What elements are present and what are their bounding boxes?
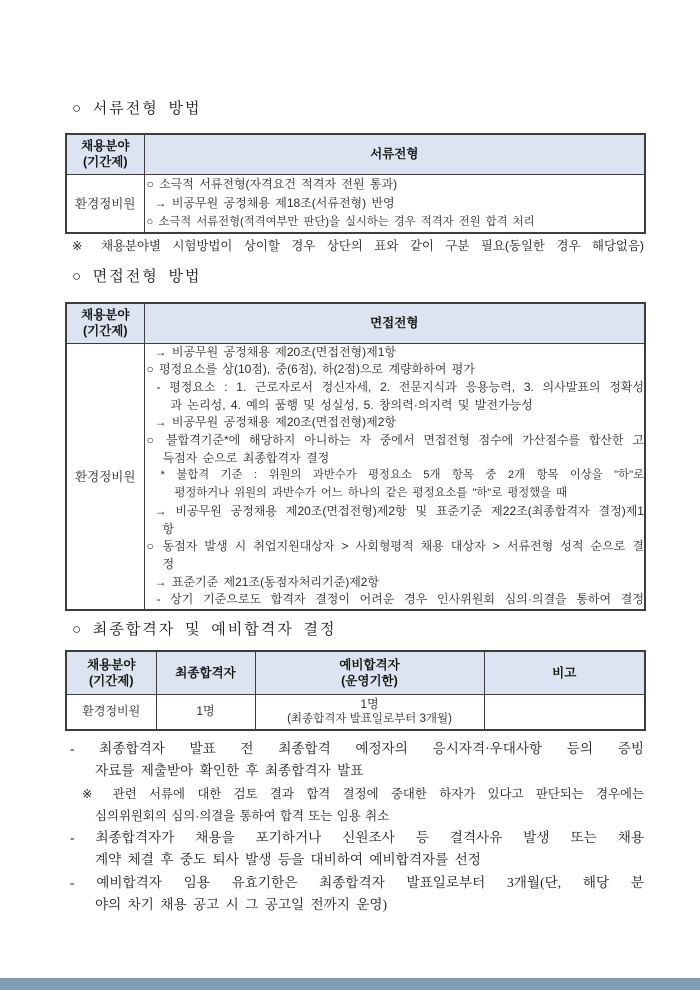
column-header-reserve-line1: 예비합격자 <box>339 658 400 672</box>
interview-line: ○ 동점자 발생 시 취업지원대상자 > 사회형평적 채용 대상자 > 서류전형 성적 순으로 결 <box>146 539 644 554</box>
interview-line: → 비공무원 공정채용 제20조(면접전형)제2항 <box>154 415 396 430</box>
interview-line: - 평정요소 : 1. 근로자로서 정신자세, 2. 전문지식과 응용능력, 3. 의사발표의 정확성 <box>156 379 644 394</box>
column-header-recruit-field-line1: 채용분야 <box>81 308 130 323</box>
interview-line: 득점자 순으로 최종합격자 결정 <box>162 450 330 465</box>
column-header-interview: 면접전형 <box>144 303 645 343</box>
column-header-screening: 서류전형 <box>144 134 645 174</box>
column-header-remark: 비고 <box>484 651 645 695</box>
column-header-reserve-pass <box>255 651 484 695</box>
bullet-note-line: ※ 관련 서류에 대한 검토 결과 합격 결정에 중대한 하자가 있다고 판단되는 경우에는 <box>82 786 644 801</box>
cell-reserve-pass <box>255 695 484 730</box>
interview-line: → 비공무원 공정채용 제20조(면접전형)제2항 및 표준기준 제22조(최종합격자 결정)제1 <box>154 503 644 518</box>
interview-footnote-line: * 불합격 기준 : 위원의 과반수가 평정요소 5개 항목 중 2개 항목 이상을 "하"로 <box>160 469 644 482</box>
interview-line: 항 <box>162 521 175 536</box>
bullet-line: - 예비합격자 임용 유효기한은 최종합격자 발표일로부터 3개월(단, 해당 분 <box>70 874 644 890</box>
final-pass-notes <box>70 738 644 916</box>
bullet-line: - 최종합격자 발표 전 최종합격 예정자의 응시자격·우대사항 등의 증빙 <box>70 741 644 756</box>
interview-line: 과 논리성, 4. 예의 품행 및 성실성, 5. 창의력·의지력 및 발전가능성 <box>170 397 533 412</box>
bullet-note-line: 심의위원회의 심의·의결을 통하여 합격 또는 임용 취소 <box>95 808 390 823</box>
interview-footnote-line: 평정하거나 위원의 과반수가 어느 하나의 같은 평정요소를 "하"로 평정했을 때 <box>174 487 568 500</box>
section-heading-document-screening: ○ 서류전형 방법 <box>72 101 202 117</box>
interview-table <box>65 302 646 611</box>
column-header-recruit-field <box>66 134 144 174</box>
section-heading-final-pass: ○ 최종합격자 및 예비합격자 결정 <box>72 622 337 638</box>
cell-reserve-count: 1명 <box>360 696 379 711</box>
column-header-recruit-field-line1: 채용분야 <box>81 139 130 154</box>
screening-note: ※ 채용분야별 시험방법이 상이할 경우 상단의 표와 같이 구분 필요(동일한 경우 해당없음) <box>72 239 644 253</box>
interview-line: → 표준기준 제21조(동점자처리기준)제2항 <box>154 574 380 589</box>
cell-recruit-field: 환경정비원 <box>66 343 144 610</box>
screening-line: ○ 소극적 서류전형(적격여부만 판단)을 실시하는 경우 적격자 전원 합격 처리 <box>146 216 535 229</box>
section-heading-interview: ○ 면접전형 방법 <box>72 269 202 285</box>
page-footer-bar <box>0 978 700 990</box>
final-pass-table <box>65 650 646 731</box>
interview-line: - 상기 기준으로도 합격자 결정이 어려운 경우 인사위원회 심의·의결을 통하여 결정 <box>156 592 644 607</box>
cell-screening-details <box>144 174 645 233</box>
cell-reserve-period: (최종합격자 발표일로부터 3개월) <box>287 712 452 725</box>
column-header-recruit-field-line2: (기간제) <box>82 324 128 339</box>
interview-line: ○ 평정요소를 상(10점), 중(6점), 하(2점)으로 계량화하여 평가 <box>146 362 475 377</box>
bullet-line: 계약 체결 후 중도 퇴사 발생 등을 대비하여 예비합격자를 선정 <box>95 852 481 868</box>
interview-line: ○ 불합격기준*에 해당하지 아니하는 자 중에서 면접전형 점수에 가산점수를 합산한 고 <box>146 433 644 448</box>
screening-line: → 비공무원 공정채용 제18조(서류전형) 반영 <box>154 195 395 210</box>
column-header-final-pass: 최종합격자 <box>156 651 255 695</box>
cell-remark <box>484 695 645 730</box>
bullet-line: 자료를 제출받아 확인한 후 최종합격자 발표 <box>95 763 364 779</box>
column-header-recruit-field-line1: 채용분야 <box>87 658 136 672</box>
column-header-reserve-line2: (운영기한) <box>341 674 398 688</box>
cell-final-pass-count: 1명 <box>156 695 255 730</box>
screening-line: ○ 소극적 서류전형(자격요건 적격자 전원 통과) <box>146 176 398 191</box>
interview-line: → 비공무원 공정채용 제20조(면접전형)제1항 <box>154 344 396 359</box>
column-header-recruit-field-line2: (기간제) <box>88 674 134 688</box>
document-screening-table <box>65 133 646 234</box>
interview-line: 정 <box>162 556 175 571</box>
column-header-recruit-field <box>66 303 144 343</box>
cell-recruit-field: 환경정비원 <box>66 174 144 233</box>
bullet-line: 야의 차기 채용 공고 시 그 공고일 전까지 운영) <box>95 897 388 913</box>
column-header-recruit-field <box>66 651 156 695</box>
cell-interview-details <box>144 343 645 610</box>
cell-recruit-field: 환경정비원 <box>66 695 156 730</box>
column-header-recruit-field-line2: (기간제) <box>82 155 128 170</box>
bullet-line: - 최종합격자가 채용을 포기하거나 신원조사 등 결격사유 발생 또는 채용 <box>70 830 644 846</box>
